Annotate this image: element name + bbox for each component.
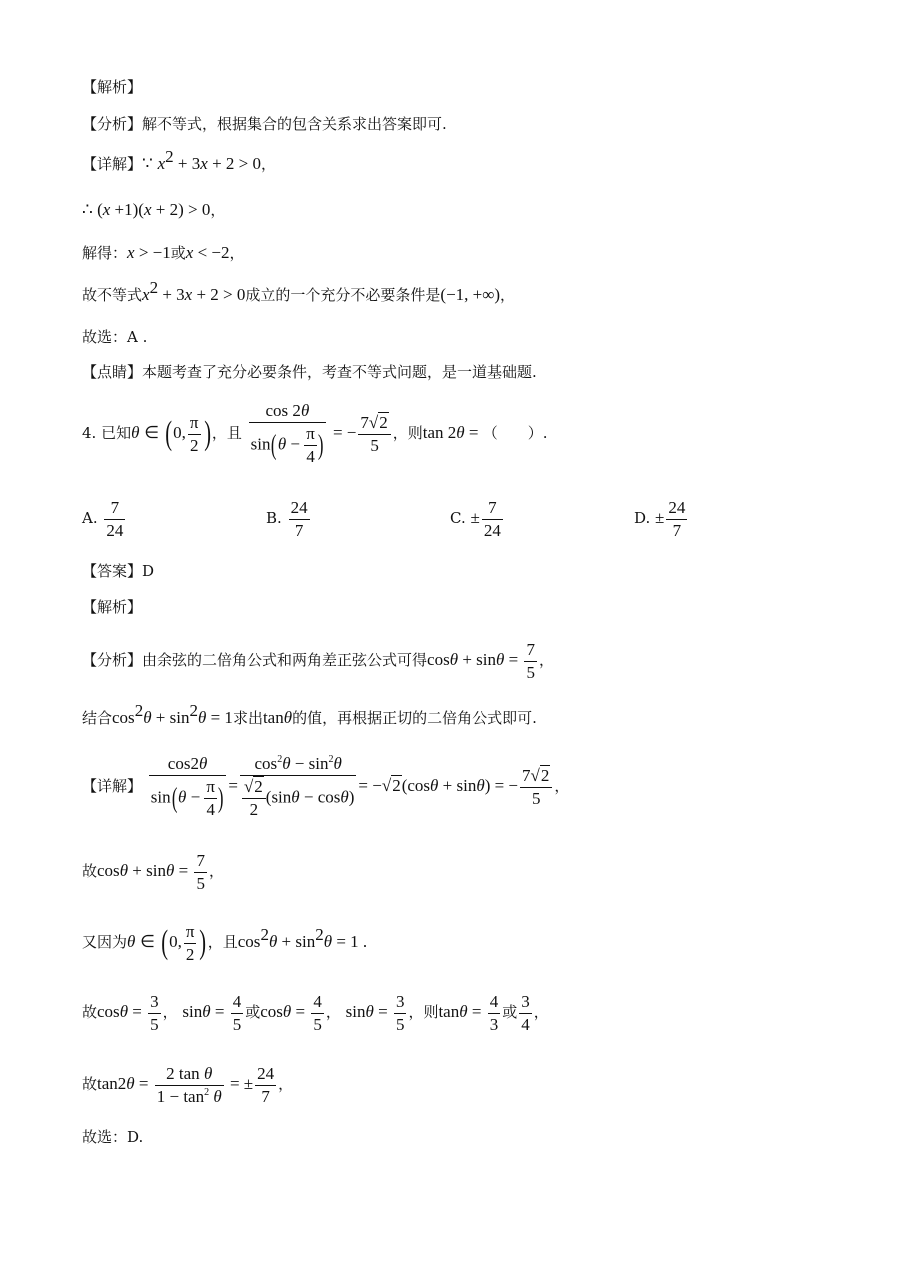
- analysis-line: [82, 114, 447, 134]
- thus-line-1: 故cosθ + sinθ = $\frac{7}{5}$ ，: [82, 850, 224, 893]
- analysis-text: 解不等式，根据集合的包含关系求出答案即可.: [142, 115, 447, 133]
- option-b: B. $\frac{24}{7}$: [266, 497, 308, 540]
- option-d: D. ± $\frac{24}{7}$: [634, 497, 686, 540]
- choose-line-2: 故选：D.: [82, 1128, 144, 1146]
- values-line: 故cosθ = $\frac{3}{5}$ ， sinθ = $\frac{4}{5}$ 或cosθ = $\frac{4}{5}$ ， sinθ = $\frac{3}{5}$ ，则tanθ = $\frac{4}{3}$ 或 $\frac{3}{4}$ ，: [82, 991, 549, 1034]
- combine-line: 结合$\cos^2\theta + \sin^2\theta = 1$求出tanθ的值，再根据正切的二倍角公式即可.: [82, 701, 537, 727]
- answer-label: 【答案】: [82, 562, 143, 580]
- analysis-line-2: 【分析】由余弦的二倍角公式和两角差正弦公式可得cosθ + sinθ = $\frac{7}{5}$ ，: [82, 639, 554, 682]
- detail-label: 【详解】: [82, 155, 143, 173]
- comment-line: [82, 362, 537, 382]
- question-number: 4.: [82, 424, 97, 442]
- detail-line-1: 【详解】∵ $x^2 + 3x + 2 > 0$，: [82, 147, 277, 173]
- answer-line: [82, 561, 154, 581]
- tan2-line: 故tan2θ = $\frac{\text{2 tan θ}}{1 - \tan^2 \theta}$ = ± $\frac{24}{7}$ ，: [82, 1063, 294, 1106]
- option-a: A. $\frac{7}{24}$: [82, 497, 124, 540]
- detail-line-4: 故不等式$x^2 + 3x + 2 > 0$成立的一个充分不必要条件是(−1, +∞)，: [82, 278, 516, 304]
- detail-line-2: ∴ (x +1)(x + 2) > 0，: [82, 200, 226, 219]
- comment-text: 本题考查了充分必要条件，考查不等式问题，是一道基础题.: [142, 363, 537, 381]
- section-label-analysis: 【解析】: [82, 78, 143, 96]
- analysis-label: 【分析】: [82, 115, 143, 133]
- also-line: 又因为θ ∈ (0, $\frac{\pi}{2}$ )，且$\cos^2\theta + \sin^2\theta = 1$ .: [82, 921, 368, 964]
- answer-value: D: [142, 562, 155, 580]
- question-4: 4. 已知θ ∈ (0, $\frac{\pi}{2}$ )，且 cos 2θ sin(θ − $\frac{\pi}{4}$ ) = − $\frac{7√2}{5}$ ，则tan 2θ = （ ）.: [82, 401, 548, 466]
- detail-line-3: 解得：x > −1或x < −2，: [82, 243, 245, 262]
- choose-line-1: 故选：A .: [82, 328, 148, 346]
- comment-label: 【点睛】: [82, 363, 143, 381]
- section-label-analysis-2: 【解析】: [82, 598, 143, 616]
- detail-derivation: 【详解】 cos2θ sin(θ − $\frac{\pi}{4}$ ) = $\cos^2\theta - \sin^2\theta$ $\frac{√2}{2}$ (sinθ − cosθ) = −√2(cosθ + sinθ) = − $\frac{7√2}{5}$ ，: [82, 754, 570, 819]
- option-c: C. ± $\frac{7}{24}$: [450, 497, 501, 540]
